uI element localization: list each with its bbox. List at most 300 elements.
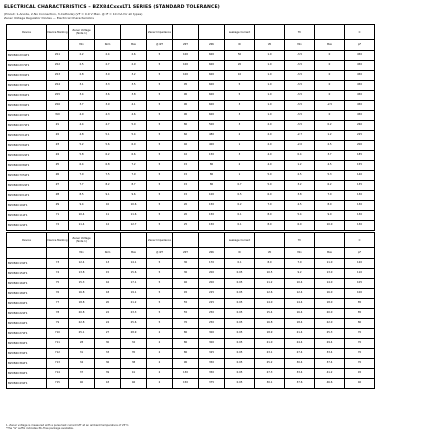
value-cell: Z13 [47, 71, 69, 81]
value-cell: 450 [345, 91, 375, 101]
value-cell: 46 [121, 379, 147, 389]
subheader-cell [7, 40, 47, 51]
value-cell: Y10 [47, 329, 69, 339]
value-cell: 2 [147, 379, 173, 389]
value-cell: 225 [199, 299, 225, 309]
value-cell: 6.2 [315, 181, 345, 191]
value-cell: Y2 [47, 221, 69, 231]
device-cell: BZX84C16LT1 [7, 279, 47, 289]
value-cell: 14.0 [255, 299, 285, 309]
value-cell: 5 [147, 309, 173, 319]
value-cell: 225 [199, 289, 225, 299]
value-cell: Y14 [47, 369, 69, 379]
value-cell: 23.1 [255, 349, 285, 359]
value-cell: 10.4 [69, 211, 95, 221]
value-cell: 1 [225, 171, 255, 181]
value-cell: 37.6 [285, 379, 315, 389]
subheader-cell: ZZK [199, 40, 225, 51]
subheader-cell: Min [69, 248, 95, 259]
value-cell: 5 [147, 141, 173, 151]
value-cell: 100 [345, 289, 375, 299]
header-cell: TC [285, 233, 315, 248]
value-cell: 95 [173, 81, 199, 91]
value-cell: 3.9 [95, 101, 121, 111]
value-cell: 170 [199, 259, 225, 269]
value-cell: Y1 [47, 211, 69, 221]
value-cell: 450 [345, 111, 375, 121]
value-cell: 5 [147, 211, 173, 221]
value-cell: 0.05 [225, 279, 255, 289]
value-cell: 100 [173, 61, 199, 71]
value-cell: 2 [147, 339, 173, 349]
subheader-cell: pF [345, 248, 375, 259]
value-cell: 7.2 [121, 161, 147, 171]
value-cell: 40 [173, 141, 199, 151]
value-cell: 10.5 [255, 269, 285, 279]
device-cell: BZX84C3V9LT1 [7, 101, 47, 111]
value-cell: 33.4 [315, 349, 345, 359]
device-cell: BZX84C43LT1 [7, 379, 47, 389]
device-cell: BZX84C6V8LT1 [7, 161, 47, 171]
device-cell: BZX84C3V6LT1 [7, 91, 47, 101]
value-cell: Y8 [47, 309, 69, 319]
value-cell: -3.5 [285, 91, 315, 101]
value-cell: 2.5 [69, 61, 95, 71]
value-cell: 1 [225, 141, 255, 151]
value-cell: 1.0 [255, 101, 285, 111]
value-cell: 5.0 [121, 121, 147, 131]
value-cell: 28 [69, 339, 95, 349]
table-row [7, 151, 375, 161]
subheader-row [7, 248, 375, 259]
value-cell: 5.3 [315, 171, 345, 181]
value-cell: 3.0 [95, 71, 121, 81]
value-cell: 43 [95, 379, 121, 389]
value-cell: 11.0 [315, 259, 345, 269]
value-cell: 80 [199, 181, 225, 191]
header-row [7, 25, 375, 40]
value-cell: 5 [147, 151, 173, 161]
value-cell: 15 [173, 161, 199, 171]
value-cell: 21.0 [255, 339, 285, 349]
document-title: ELECTRICAL CHARACTERISTICS – BZX84CxxxLT1 SERIES (STANDARD TOLERANCE) [4, 5, 220, 10]
subheader-cell: Nom [95, 248, 121, 259]
value-cell: 600 [199, 111, 225, 121]
value-cell: 9.6 [121, 191, 147, 201]
device-cell: BZX84C20LT1 [7, 299, 47, 309]
value-cell: 2 [147, 369, 173, 379]
table-row [7, 131, 375, 141]
table-row [7, 51, 375, 61]
header-cell: C [345, 25, 375, 40]
value-cell: 5 [147, 201, 173, 211]
value-cell: 5 [147, 171, 173, 181]
device-cell: BZX84C33LT1 [7, 349, 47, 359]
footnote-1: 1. Zener voltage is measured with a pulse test current IZT at an ambient temperature of 25°C. [6, 424, 130, 427]
value-cell: 5 [147, 51, 173, 61]
value-cell: 150 [199, 221, 225, 231]
value-cell: 21.2 [121, 299, 147, 309]
value-cell: -3.5 [285, 71, 315, 81]
value-cell: 3 [225, 151, 255, 161]
value-cell: 24 [95, 319, 121, 329]
value-cell: 40 [69, 379, 95, 389]
value-cell: 85 [345, 309, 375, 319]
value-cell: 8.0 [255, 211, 285, 221]
value-cell: Z8 [47, 191, 69, 201]
value-cell: 20.8 [69, 309, 95, 319]
value-cell: 90 [173, 101, 199, 111]
value-cell: 0.1 [225, 221, 255, 231]
value-cell: 0.05 [225, 339, 255, 349]
subheader-cell: Min [285, 248, 315, 259]
table-row [7, 91, 375, 101]
value-cell: 480 [199, 131, 225, 141]
value-cell: 4.0 [255, 161, 285, 171]
value-cell: 0.05 [225, 359, 255, 369]
value-cell: 0.05 [225, 319, 255, 329]
value-cell: 500 [199, 121, 225, 131]
value-cell: 4.4 [69, 121, 95, 131]
value-cell: 9.0 [315, 211, 345, 221]
value-cell: 5 [147, 131, 173, 141]
value-cell: 450 [345, 61, 375, 71]
value-cell: 13.0 [315, 269, 345, 279]
value-cell: 100 [173, 51, 199, 61]
value-cell: 17.1 [121, 279, 147, 289]
value-cell: 3.3 [95, 81, 121, 91]
value-cell: 155 [345, 161, 375, 171]
device-cell: BZX84C3V0LT1 [7, 71, 47, 81]
value-cell: Z12 [47, 61, 69, 71]
header-row [7, 233, 375, 248]
value-cell: 5.0 [255, 171, 285, 181]
value-cell: 2 [147, 329, 173, 339]
subheader-cell: @ IZT [147, 40, 173, 51]
value-cell: 20 [95, 299, 121, 309]
value-cell: 2.4 [95, 51, 121, 61]
table-row [7, 329, 375, 339]
value-cell: 10.0 [315, 221, 345, 231]
value-cell: Z15 [47, 91, 69, 101]
value-cell: Y15 [47, 379, 69, 389]
value-cell: -3.5 [285, 111, 315, 121]
value-cell: 4.1 [121, 101, 147, 111]
value-cell: 10 [173, 151, 199, 161]
value-cell: 14.4 [285, 299, 315, 309]
value-cell: 7.0 [69, 171, 95, 181]
value-cell: 15 [173, 171, 199, 181]
header-cell [95, 233, 121, 248]
table-row [7, 259, 375, 269]
device-cell: BZX84C12LT1 [7, 221, 47, 231]
value-cell: 12.6 [255, 289, 285, 299]
value-cell: 2 [147, 349, 173, 359]
value-cell: 0 [315, 111, 345, 121]
value-cell: 3 [225, 101, 255, 111]
value-cell: 375 [199, 379, 225, 389]
header-cell [199, 233, 225, 248]
value-cell: 5.4 [121, 131, 147, 141]
value-cell: 60 [173, 131, 199, 141]
table-row [7, 289, 375, 299]
value-cell: 3.8 [285, 191, 315, 201]
value-cell: 5 [225, 91, 255, 101]
table-row [7, 61, 375, 71]
header-cell: Device Marking [47, 25, 69, 40]
value-cell: 5 [147, 181, 173, 191]
device-cell: BZX84C5V6LT1 [7, 141, 47, 151]
header-cell [255, 233, 285, 248]
value-cell: Z6 [47, 171, 69, 181]
table-row [7, 141, 375, 151]
subheader-cell: Min [69, 40, 95, 51]
value-cell: 9.2 [285, 269, 315, 279]
value-cell: 3.7 [69, 101, 95, 111]
value-cell: 0.05 [225, 289, 255, 299]
table-row [7, 379, 375, 389]
value-cell: 8.5 [69, 191, 95, 201]
header-cell: Zener Impedance [147, 233, 173, 248]
value-cell: 3.6 [95, 91, 121, 101]
value-cell: 10 [225, 71, 255, 81]
value-cell: 30.4 [285, 359, 315, 369]
value-cell: 450 [345, 71, 375, 81]
value-cell: 25 [173, 221, 199, 231]
value-cell: 5.1 [95, 131, 121, 141]
value-cell: Y7 [47, 299, 69, 309]
device-cell: BZX84C9V1LT1 [7, 191, 47, 201]
value-cell: 1.0 [255, 111, 285, 121]
value-cell: 18.8 [69, 299, 95, 309]
value-cell: 130 [173, 369, 199, 379]
value-cell: 150 [199, 201, 225, 211]
value-cell: 250 [199, 319, 225, 329]
value-cell: 0 [315, 81, 345, 91]
value-cell: 70 [345, 339, 375, 349]
value-cell: 30.1 [255, 379, 285, 389]
device-cell: BZX84C5V1LT1 [7, 131, 47, 141]
value-cell: 120 [345, 259, 375, 269]
value-cell: 13 [95, 259, 121, 269]
value-cell: 0.05 [225, 369, 255, 379]
value-cell: 27.3 [255, 369, 285, 379]
characteristics-table-2 [6, 232, 375, 389]
value-cell: 0.7 [225, 181, 255, 191]
value-cell: 70 [345, 359, 375, 369]
value-cell: 0 [315, 71, 345, 81]
value-cell: -3.5 [285, 81, 315, 91]
device-cell: BZX84C3V3LT1 [7, 81, 47, 91]
value-cell: 600 [199, 101, 225, 111]
value-cell: 5 [147, 71, 173, 81]
device-cell: BZX84C39LT1 [7, 369, 47, 379]
value-cell: 150 [199, 211, 225, 221]
subheader-cell [47, 248, 69, 259]
value-cell: 1.0 [255, 91, 285, 101]
table-row [7, 171, 375, 181]
value-cell: -3.5 [285, 101, 315, 111]
value-cell: 12 [95, 221, 121, 231]
value-cell: 6.0 [285, 221, 315, 231]
header-cell [173, 25, 199, 40]
value-cell: 130 [345, 201, 375, 211]
value-cell: 23.3 [121, 309, 147, 319]
value-cell: 2.0 [255, 121, 285, 131]
value-cell: 4.0 [69, 111, 95, 121]
value-cell: Y3 [47, 259, 69, 269]
device-cell: BZX84C15LT1 [7, 269, 47, 279]
value-cell: 4.7 [95, 121, 121, 131]
subheader-cell: ZZK [199, 248, 225, 259]
subheader-row [7, 40, 375, 51]
table-row [7, 299, 375, 309]
value-cell: 140 [345, 171, 375, 181]
value-cell: 15.3 [69, 279, 95, 289]
subheader-cell: ZZT [173, 248, 199, 259]
value-cell: 0.4 [285, 151, 315, 161]
subheader-cell: Max [121, 248, 147, 259]
value-cell: 19.1 [121, 289, 147, 299]
header-cell: Zener Voltage (Note 1) [69, 233, 95, 248]
value-cell: 27 [95, 329, 121, 339]
value-cell: 2.0 [255, 141, 285, 151]
header-cell [315, 233, 345, 248]
value-cell: Y5 [47, 279, 69, 289]
value-cell: 22 [95, 309, 121, 319]
table-row [7, 101, 375, 111]
value-cell: 6.8 [95, 161, 121, 171]
header-cell [95, 25, 121, 40]
value-cell: Z1 [47, 121, 69, 131]
value-cell: -2.7 [285, 131, 315, 141]
value-cell: 600 [199, 81, 225, 91]
value-cell: 85 [345, 299, 375, 309]
value-cell: 21.4 [285, 329, 315, 339]
device-cell: BZX84C18LT1 [7, 289, 47, 299]
value-cell: Y6 [47, 289, 69, 299]
subheader-cell: VR [255, 40, 285, 51]
value-cell: 5 [225, 81, 255, 91]
header-cell: Leakage Current [225, 25, 255, 40]
value-cell: 5 [147, 221, 173, 231]
value-cell: 4.6 [121, 111, 147, 121]
value-cell: 6.4 [69, 161, 95, 171]
value-cell: 5 [147, 319, 173, 329]
value-cell: 41 [121, 369, 147, 379]
subheader-cell: IR [225, 40, 255, 51]
value-cell: 1.0 [255, 51, 285, 61]
value-cell: 27.4 [285, 349, 315, 359]
value-cell: 33 [95, 349, 121, 359]
device-cell: BZX84C24LT1 [7, 319, 47, 329]
value-cell: 2.7 [95, 61, 121, 71]
value-cell: 200 [199, 269, 225, 279]
device-cell: BZX84C6V2LT1 [7, 151, 47, 161]
value-cell: 36 [95, 359, 121, 369]
header-cell: Zener Impedance [147, 25, 173, 40]
value-cell: 33.4 [285, 369, 315, 379]
value-cell: 100 [173, 71, 199, 81]
value-cell: 6.0 [255, 191, 285, 201]
value-cell: Z4 [47, 151, 69, 161]
value-cell: 1.0 [255, 61, 285, 71]
value-cell: 2.6 [121, 51, 147, 61]
value-cell: 14.1 [121, 259, 147, 269]
value-cell: -3.5 [285, 61, 315, 71]
value-cell: 45 [173, 289, 199, 299]
value-cell: 13.8 [69, 269, 95, 279]
value-cell: 80 [173, 339, 199, 349]
value-cell: 3.8 [121, 91, 147, 101]
table-row [7, 71, 375, 81]
value-cell: 18.9 [255, 329, 285, 339]
device-cell: BZX84C7V5LT1 [7, 171, 47, 181]
value-cell: 12.4 [69, 259, 95, 269]
table-row [7, 319, 375, 329]
value-cell: 600 [199, 51, 225, 61]
table-row [7, 309, 375, 319]
value-cell: 5 [147, 111, 173, 121]
value-cell: 150 [173, 379, 199, 389]
value-cell: 0.1 [225, 259, 255, 269]
value-cell: 600 [199, 61, 225, 71]
value-cell: 80 [345, 319, 375, 329]
device-cell: BZX84C30LT1 [7, 339, 47, 349]
value-cell: 18.4 [285, 319, 315, 329]
value-cell: Y4 [47, 269, 69, 279]
value-cell: 5.6 [95, 141, 121, 151]
value-cell: 55 [173, 299, 199, 309]
value-cell: 50 [225, 51, 255, 61]
value-cell: 41.2 [315, 369, 345, 379]
value-cell: Z14 [47, 81, 69, 91]
value-cell: Y9 [47, 319, 69, 329]
value-cell: 39 [95, 369, 121, 379]
value-cell: 110 [345, 269, 375, 279]
table-row [7, 269, 375, 279]
value-cell: 3.1 [69, 81, 95, 91]
value-cell: 8.7 [121, 181, 147, 191]
device-cell: BZX84C2V4LT1 [7, 51, 47, 61]
value-cell: 11.4 [69, 221, 95, 231]
value-cell: 1.0 [255, 81, 285, 91]
header-cell [315, 25, 345, 40]
value-cell: 9.4 [69, 201, 95, 211]
device-cell: BZX84C13LT1 [7, 259, 47, 269]
value-cell: 3 [225, 111, 255, 121]
value-cell: 0.05 [225, 269, 255, 279]
value-cell: 32 [121, 339, 147, 349]
value-cell: Y13 [47, 359, 69, 369]
value-cell: 300 [199, 339, 225, 349]
subheader-cell [47, 40, 69, 51]
footnotes [6, 424, 129, 430]
value-cell: 0.5 [225, 191, 255, 201]
value-cell: 80 [173, 329, 199, 339]
subheader-cell: Min [285, 40, 315, 51]
value-cell: 100 [199, 191, 225, 201]
value-cell: 45 [345, 369, 375, 379]
value-cell: Z5 [47, 161, 69, 171]
value-cell: 5.8 [69, 151, 95, 161]
value-cell: 0 [315, 91, 345, 101]
value-cell: 70 [345, 329, 375, 339]
value-cell: 11.6 [121, 211, 147, 221]
device-cell: BZX84C8V2LT1 [7, 181, 47, 191]
value-cell: 600 [199, 71, 225, 81]
value-cell: 3.5 [121, 81, 147, 91]
